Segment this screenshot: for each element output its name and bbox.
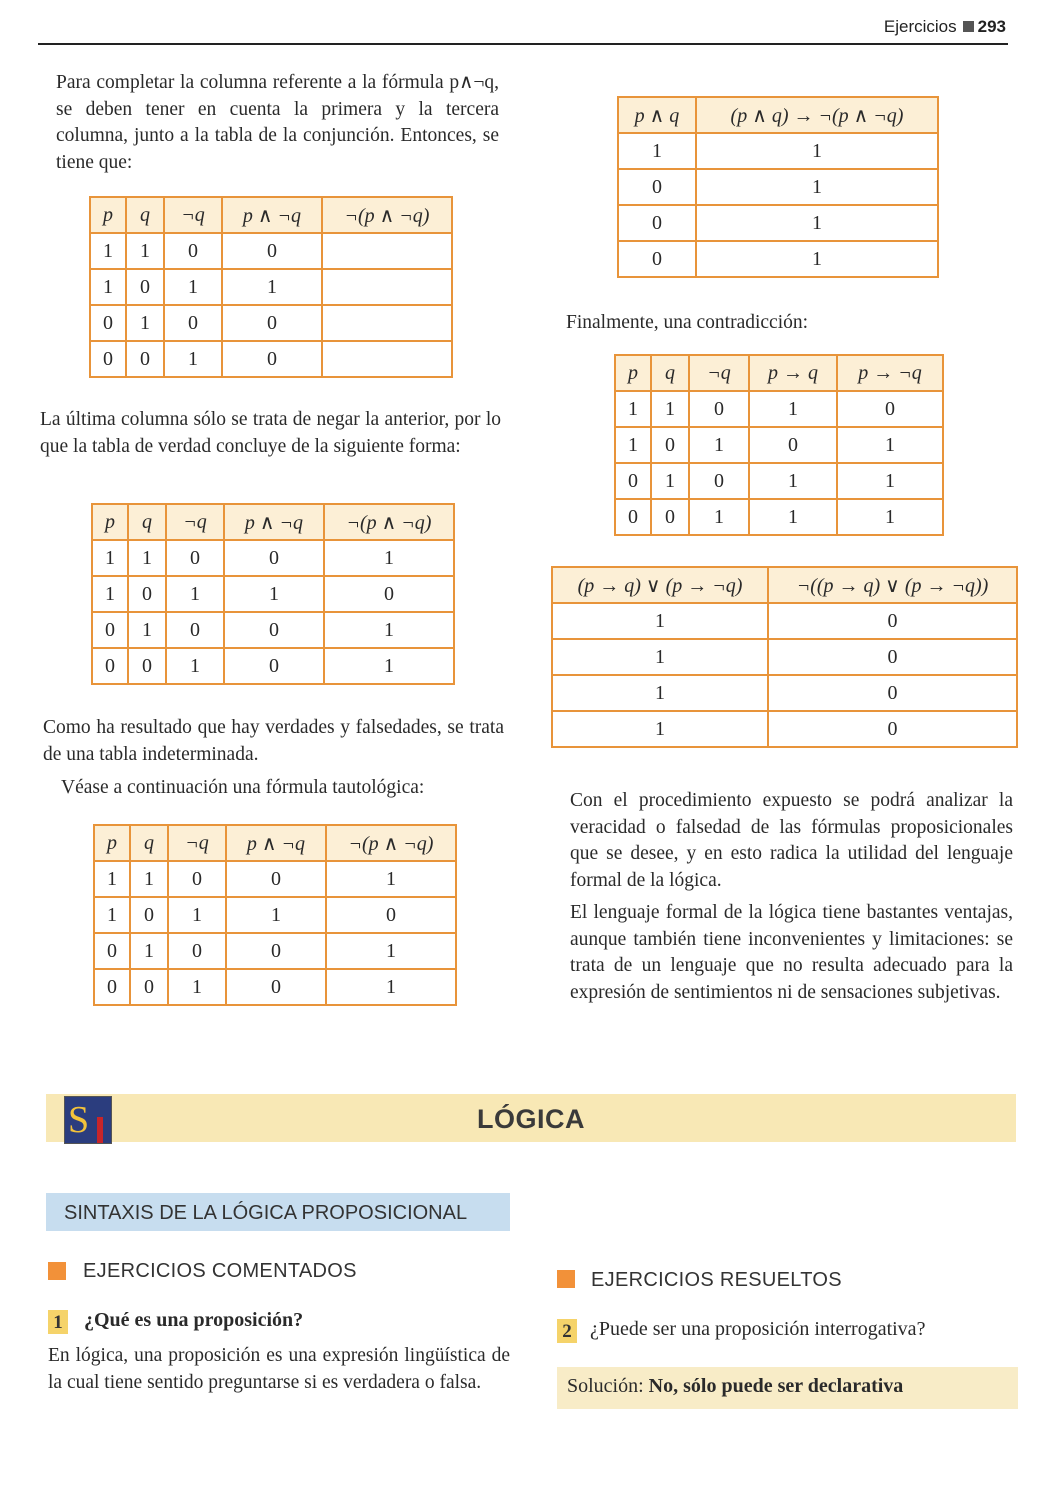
table-cell: 0 [224,612,324,648]
table-cell: 1 [837,427,943,463]
table-header-row [618,97,938,133]
paragraph-7: El lenguaje formal de la lógica tiene bastantes ventajas, aunque también tiene inconvenientes y limitaciones: se trata de un lenguaje que no resulta adecuado para la expresión de sentimientos ni de sensaciones subjetivas. [570,902,1013,1003]
table-cell: 1 [166,648,224,684]
table-cell: 1 [552,603,768,639]
table-cell [322,341,452,377]
table-cell: 0 [222,305,322,341]
table-cell [322,305,452,341]
table-cell: 1 [552,675,768,711]
table-cell: 0 [768,603,1017,639]
commented-heading: EJERCICIOS COMENTADOS [83,1260,357,1282]
table-row [92,540,454,576]
table-row [615,499,943,535]
truth-table-3 [93,824,457,1006]
solved-heading: EJERCICIOS RESUELTOS [591,1269,842,1291]
table-cell: 0 [651,427,689,463]
table-cell: 1 [226,897,326,933]
table-cell: 1 [166,576,224,612]
table-cell: 0 [128,648,166,684]
table-cell: 0 [94,933,130,969]
truth-table-4 [617,96,939,278]
truth-table-6 [551,566,1018,748]
table-row [615,463,943,499]
table-cell: 0 [226,861,326,897]
table-cell: 1 [164,341,222,377]
table-header-cell: ¬(p ∧ ¬q) [326,825,456,861]
table-row [618,241,938,277]
table-cell: 1 [837,463,943,499]
table-cell: 0 [90,341,126,377]
table-cell: 0 [226,933,326,969]
table-header-cell: ¬(p ∧ ¬q) [324,504,454,540]
table-row [90,341,452,377]
exercise-question: ¿Qué es una proposición? [84,1309,304,1331]
table-cell: 0 [768,675,1017,711]
table-row [92,612,454,648]
table-header-cell: ¬q [166,504,224,540]
table-cell: 1 [168,897,226,933]
table-cell: 0 [224,648,324,684]
table-cell: 1 [324,612,454,648]
table-cell: 1 [92,576,128,612]
paragraph-4: Véase a continuación una fórmula tautológica: [61,777,425,798]
paragraph-3: Como ha resultado que hay verdades y falsedades, se trata de una tabla indeterminada. [43,717,504,765]
table-header-cell: ¬(p ∧ ¬q) [322,197,452,233]
table-row [552,675,1017,711]
table-header-cell: q [128,504,166,540]
solution-label: Solución: [567,1375,644,1397]
table-cell: 0 [615,463,651,499]
table-cell: 0 [222,341,322,377]
table-cell: 0 [226,969,326,1005]
table-header-row [90,197,452,233]
exercise-number: 2 [557,1319,577,1343]
truth-table-5 [614,354,944,536]
table-cell [322,269,452,305]
table-row [552,603,1017,639]
table-row [615,427,943,463]
table-cell: 1 [168,969,226,1005]
table-header-cell: p ∧ ¬q [222,197,322,233]
paragraph-2: La última columna sólo se trata de negar la anterior, por lo que la tabla de verdad concluye de la siguiente forma: [40,409,501,457]
table-header-cell: q [126,197,164,233]
table-row [90,269,452,305]
table-cell: 1 [324,540,454,576]
table-cell: 1 [689,427,749,463]
exercise-answer: En lógica, una proposición es una expresión lingüística de la cual tiene sentido preguntarse si es verdadera o falsa. [48,1345,510,1393]
table-cell: 0 [768,711,1017,747]
table-cell: 1 [126,305,164,341]
orange-square-icon [557,1270,575,1288]
table-cell: 0 [618,205,696,241]
table-cell: 1 [128,612,166,648]
table-cell: 1 [128,540,166,576]
solution-text: No, sólo puede ser declarativa [648,1375,904,1397]
table-cell: 0 [651,499,689,535]
table-cell: 0 [618,169,696,205]
table-cell: 0 [224,540,324,576]
table-cell: 0 [326,897,456,933]
table-cell: 0 [168,861,226,897]
table-cell: 0 [92,648,128,684]
table-header-cell: p [90,197,126,233]
table-cell: 0 [130,897,168,933]
table-row [618,169,938,205]
table-cell: 0 [837,391,943,427]
table-cell: 1 [94,897,130,933]
table-cell: 1 [689,499,749,535]
table-row [90,305,452,341]
table-row [94,933,456,969]
table-header-row [615,355,943,391]
table-header-cell: q [651,355,689,391]
solution [567,1375,903,1398]
table-cell: 1 [92,540,128,576]
paragraph-6: Con el procedimiento expuesto se podrá analizar la veracidad o falsedad de las fórmulas proposicionales que se desee, y en esto radica la utilidad del lenguaje formal de la lógica. [570,790,1013,891]
table-header-cell: (p → q) ∨ (p → ¬q) [552,567,768,603]
table-cell: 1 [651,463,689,499]
table-row [92,576,454,612]
table-header-cell: p [92,504,128,540]
table-cell: 0 [126,341,164,377]
publisher-logo-icon: S [64,1096,112,1144]
table-header-cell: p [94,825,130,861]
paragraph-1: Para completar la columna referente a la fórmula p∧¬q, se deben tener en cuenta la primera y la tercera columna, junto a la tabla de la conjunción. Entonces, se tiene que: [56,72,499,173]
table-cell: 1 [90,269,126,305]
exercise-number: 1 [48,1310,68,1334]
truth-table-2 [91,503,455,685]
table-header-cell: ¬((p → q) ∨ (p → ¬q)) [768,567,1017,603]
table-header-cell: p → ¬q [837,355,943,391]
table-cell: 1 [615,391,651,427]
table-row [618,133,938,169]
table-cell: 1 [326,861,456,897]
table-cell: 1 [696,241,938,277]
table-cell: 0 [222,233,322,269]
header-section: Ejercicios [883,17,957,36]
table-header-row [92,504,454,540]
table-cell: 1 [749,463,837,499]
table-cell: 1 [222,269,322,305]
table-header-cell: (p ∧ q) → ¬(p ∧ ¬q) [696,97,938,133]
table-cell: 0 [689,391,749,427]
table-cell [322,233,452,269]
table-cell: 0 [166,540,224,576]
table-cell: 0 [126,269,164,305]
table-row [94,897,456,933]
table-cell: 1 [130,861,168,897]
table-header-cell: p → q [749,355,837,391]
table-header-row [552,567,1017,603]
page-header [884,17,1006,37]
table-row [92,648,454,684]
table-header-cell: p ∧ q [618,97,696,133]
table-header-row [94,825,456,861]
table-cell: 1 [130,933,168,969]
table-cell: 1 [618,133,696,169]
table-row [615,391,943,427]
table-cell: 0 [94,969,130,1005]
table-header-cell: ¬q [689,355,749,391]
table-cell: 1 [696,205,938,241]
table-cell: 1 [94,861,130,897]
table-row [94,969,456,1005]
table-cell: 0 [689,463,749,499]
table-header-cell: ¬q [164,197,222,233]
table-cell: 1 [164,269,222,305]
page-number: 293 [977,17,1006,36]
table-cell: 1 [696,169,938,205]
table-cell: 0 [166,612,224,648]
table-cell: 1 [837,499,943,535]
table-cell: 0 [164,233,222,269]
table-header-cell: p ∧ ¬q [224,504,324,540]
chapter-title: LÓGICA [477,1104,585,1134]
table-cell: 1 [552,711,768,747]
table-cell: 0 [130,969,168,1005]
table-row [552,639,1017,675]
table-cell: 0 [128,576,166,612]
truth-table-1 [89,196,453,378]
table-cell: 0 [324,576,454,612]
table-cell: 1 [749,391,837,427]
table-cell: 0 [768,639,1017,675]
table-header-cell: q [130,825,168,861]
table-cell: 0 [618,241,696,277]
table-row [90,233,452,269]
table-cell: 1 [651,391,689,427]
header-square-icon [963,21,974,32]
table-row [552,711,1017,747]
section-title: SINTAXIS DE LA LÓGICA PROPOSICIONAL [64,1202,468,1224]
exercise-question: ¿Puede ser una proposición interrogativa? [590,1318,926,1340]
paragraph-5: Finalmente, una contradicción: [566,312,809,333]
table-row [94,861,456,897]
table-cell: 0 [615,499,651,535]
table-cell: 0 [749,427,837,463]
table-cell: 1 [749,499,837,535]
table-cell: 1 [90,233,126,269]
table-cell: 1 [552,639,768,675]
header-rule [38,43,1008,45]
table-cell: 1 [224,576,324,612]
orange-square-icon [48,1262,66,1280]
table-header-cell: ¬q [168,825,226,861]
table-cell: 1 [326,933,456,969]
table-row [618,205,938,241]
table-cell: 1 [126,233,164,269]
table-cell: 1 [324,648,454,684]
table-cell: 0 [90,305,126,341]
table-cell: 1 [696,133,938,169]
table-cell: 0 [164,305,222,341]
table-header-cell: p [615,355,651,391]
table-cell: 0 [168,933,226,969]
table-cell: 0 [92,612,128,648]
table-cell: 1 [615,427,651,463]
table-header-cell: p ∧ ¬q [226,825,326,861]
table-cell: 1 [326,969,456,1005]
